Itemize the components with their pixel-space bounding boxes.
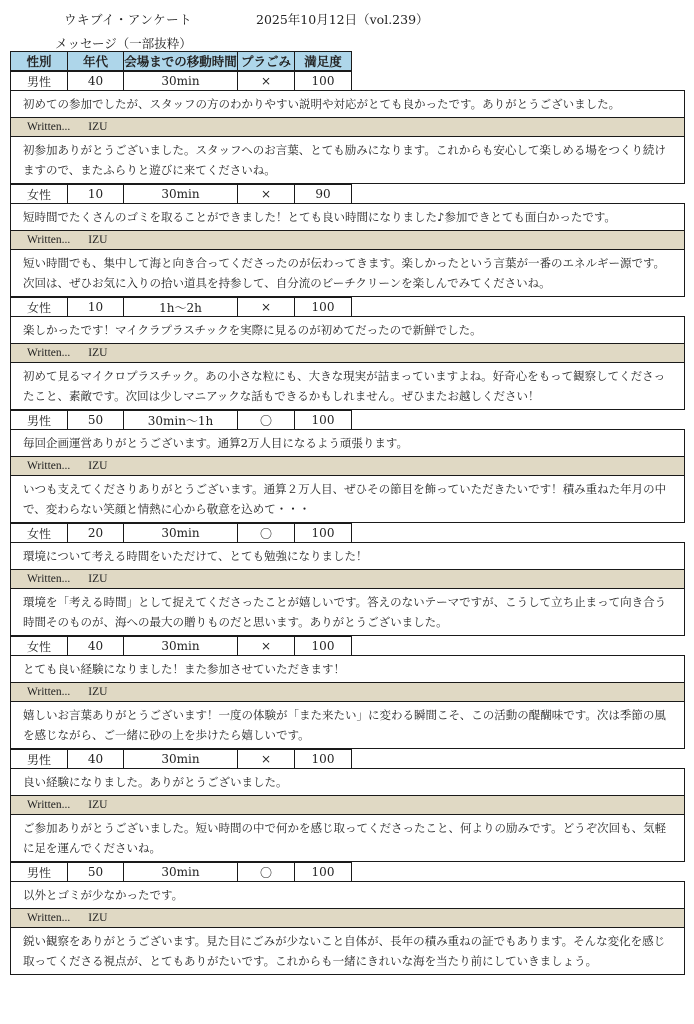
reply-message: 短い時間でも、集中して海と向き合ってくださったのが伝わってきます。楽しかったという言葉が一番のエネルギー源です。次回は、ぜひお気に入りの拾い道具を持参して、自分流のビーチクリーンを楽しんでみてくださいね。 [10, 249, 685, 297]
entry-satisfaction: 90 [294, 184, 352, 204]
column-header-age: 年代 [67, 51, 124, 71]
entry-age: 50 [67, 862, 124, 882]
entry-satisfaction: 100 [294, 749, 352, 769]
reply-header [10, 795, 685, 815]
entry-age: 50 [67, 410, 124, 430]
reply-message: 初参加ありがとうございました。スタッフへのお言葉、とても励みになります。これからも安心して楽しめる場をつくり続けますので、またふらりと遊びに来てくださいね。 [10, 136, 685, 184]
entry-info-row [10, 523, 694, 543]
entry-plastic: × [237, 297, 295, 317]
entry-plastic: 〇 [237, 862, 295, 882]
entry-gender: 男性 [10, 749, 68, 769]
reply-header [10, 117, 685, 137]
entry-satisfaction: 100 [294, 636, 352, 656]
entry-travel-time: 30min [123, 636, 238, 656]
entries [0, 71, 694, 975]
survey-entry [0, 862, 694, 975]
written-label: Written... [27, 912, 71, 924]
entry-gender: 女性 [10, 297, 68, 317]
entry-plastic: 〇 [237, 523, 295, 543]
survey-entry [0, 410, 694, 523]
written-label: Written... [27, 686, 71, 698]
entry-info-row [10, 410, 694, 430]
entry-message: 良い経験になりました。ありがとうございました。 [10, 768, 685, 796]
entry-gender: 男性 [10, 410, 68, 430]
entry-info-row [10, 749, 694, 769]
reply-author: IZU [88, 912, 108, 924]
survey-list [0, 51, 694, 975]
reply-message: いつも支えてくださりありがとうございます。通算２万人目、ぜひその節目を飾っていただきたいです！積み重ねた年月の中で、変わらない笑顔と情熱に心から敬意を込めて・・・ [10, 475, 685, 523]
entry-age: 20 [67, 523, 124, 543]
survey-entry [0, 636, 694, 749]
entry-message: 毎回企画運営ありがとうございます。通算2万人目になるよう頑張ります。 [10, 429, 685, 457]
entry-travel-time: 30min [123, 862, 238, 882]
entry-gender: 女性 [10, 636, 68, 656]
survey-entry [0, 523, 694, 636]
entry-satisfaction: 100 [294, 523, 352, 543]
page-header [0, 10, 694, 52]
survey-subtitle: メッセージ（一部抜粋） [55, 36, 192, 51]
reply-header [10, 456, 685, 476]
reply-header [10, 230, 685, 250]
column-header-gender: 性別 [10, 51, 68, 71]
entry-age: 10 [67, 184, 124, 204]
reply-author: IZU [88, 460, 108, 472]
reply-author: IZU [88, 686, 108, 698]
survey-entry [0, 71, 694, 184]
reply-message: 鋭い観察をありがとうございます。見た目にごみが少ないこと自体が、長年の積み重ねの証でもあります。そんな変化を感じ取ってくださる視点が、とてもありがたいです。これからも一緒にきれいな海を当たり前にしていきましょう。 [10, 927, 685, 975]
entry-age: 40 [67, 71, 124, 91]
entry-age: 40 [67, 749, 124, 769]
column-header-plastic: プラごみ [237, 51, 295, 71]
entry-satisfaction: 100 [294, 297, 352, 317]
entry-gender: 女性 [10, 523, 68, 543]
entry-age: 40 [67, 636, 124, 656]
entry-info-row [10, 297, 694, 317]
reply-header [10, 569, 685, 589]
entry-message: 楽しかったです！マイクラプラスチックを実際に見るのが初めてだったので新鮮でした。 [10, 316, 685, 344]
written-label: Written... [27, 347, 71, 359]
entry-message: 初めての参加でしたが、スタッフの方のわかりやすい説明や対応がとても良かったです。ありがとうございました。 [10, 90, 685, 118]
reply-header [10, 682, 685, 702]
reply-author: IZU [88, 121, 108, 133]
entry-gender: 女性 [10, 184, 68, 204]
survey-date: 2025年10月12日（vol.239） [256, 12, 429, 27]
entry-travel-time: 30min [123, 749, 238, 769]
entry-plastic: 〇 [237, 410, 295, 430]
entry-message: 短時間でたくさんのゴミを取ることができました！とても良い時間になりました♪参加できとても面白かったです。 [10, 203, 685, 231]
reply-header [10, 343, 685, 363]
reply-message: 初めて見るマイクロプラスチック。あの小さな粒にも、大きな現実が詰まっていますよね。好奇心をもって観察してくださったこと、素敵です。次回は少しマニアックな話もできるかもしれません。ぜひまたお越しください！ [10, 362, 685, 410]
survey-entry [0, 749, 694, 862]
column-header-row [10, 51, 694, 71]
entry-info-row [10, 71, 694, 91]
reply-message: 環境を「考える時間」として捉えてくださったことが嬉しいです。答えのないテーマですが、こうして立ち止まって向き合う時間そのものが、海への最大の贈りものだと思います。ありがとうございました。 [10, 588, 685, 636]
entry-satisfaction: 100 [294, 71, 352, 91]
reply-header [10, 908, 685, 928]
entry-info-row [10, 862, 694, 882]
entry-plastic: × [237, 636, 295, 656]
entry-message: 環境について考える時間をいただけて、とても勉強になりました！ [10, 542, 685, 570]
entry-plastic: × [237, 184, 295, 204]
entry-plastic: × [237, 71, 295, 91]
entry-gender: 男性 [10, 862, 68, 882]
survey-entry [0, 184, 694, 297]
entry-satisfaction: 100 [294, 862, 352, 882]
reply-author: IZU [88, 799, 108, 811]
written-label: Written... [27, 234, 71, 246]
entry-travel-time: 30min [123, 184, 238, 204]
written-label: Written... [27, 460, 71, 472]
entry-age: 10 [67, 297, 124, 317]
written-label: Written... [27, 799, 71, 811]
entry-plastic: × [237, 749, 295, 769]
written-label: Written... [27, 573, 71, 585]
entry-travel-time: 30min～1h [123, 410, 238, 430]
column-header-satisfaction: 満足度 [294, 51, 352, 71]
reply-author: IZU [88, 347, 108, 359]
entry-travel-time: 1h～2h [123, 297, 238, 317]
entry-message: 以外とゴミが少なかったです。 [10, 881, 685, 909]
reply-author: IZU [88, 573, 108, 585]
survey-entry [0, 297, 694, 410]
entry-info-row [10, 636, 694, 656]
reply-message: ご参加ありがとうございました。短い時間の中で何かを感じ取ってくださったこと、何よりの励みです。どうぞ次回も、気軽に足を運んでくださいね。 [10, 814, 685, 862]
written-label: Written... [27, 121, 71, 133]
entry-travel-time: 30min [123, 71, 238, 91]
entry-gender: 男性 [10, 71, 68, 91]
entry-travel-time: 30min [123, 523, 238, 543]
survey-title: ウキブイ・アンケート [64, 12, 193, 27]
entry-info-row [10, 184, 694, 204]
entry-satisfaction: 100 [294, 410, 352, 430]
entry-message: とても良い経験になりました！また参加させていただきます！ [10, 655, 685, 683]
reply-author: IZU [88, 234, 108, 246]
reply-message: 嬉しいお言葉ありがとうございます！一度の体験が「また来たい」に変わる瞬間こそ、この活動の醍醐味です。次は季節の風を感じながら、ご一緒に砂の上を歩けたら嬉しいです。 [10, 701, 685, 749]
column-header-travel-time: 会場までの移動時間 [123, 51, 238, 71]
